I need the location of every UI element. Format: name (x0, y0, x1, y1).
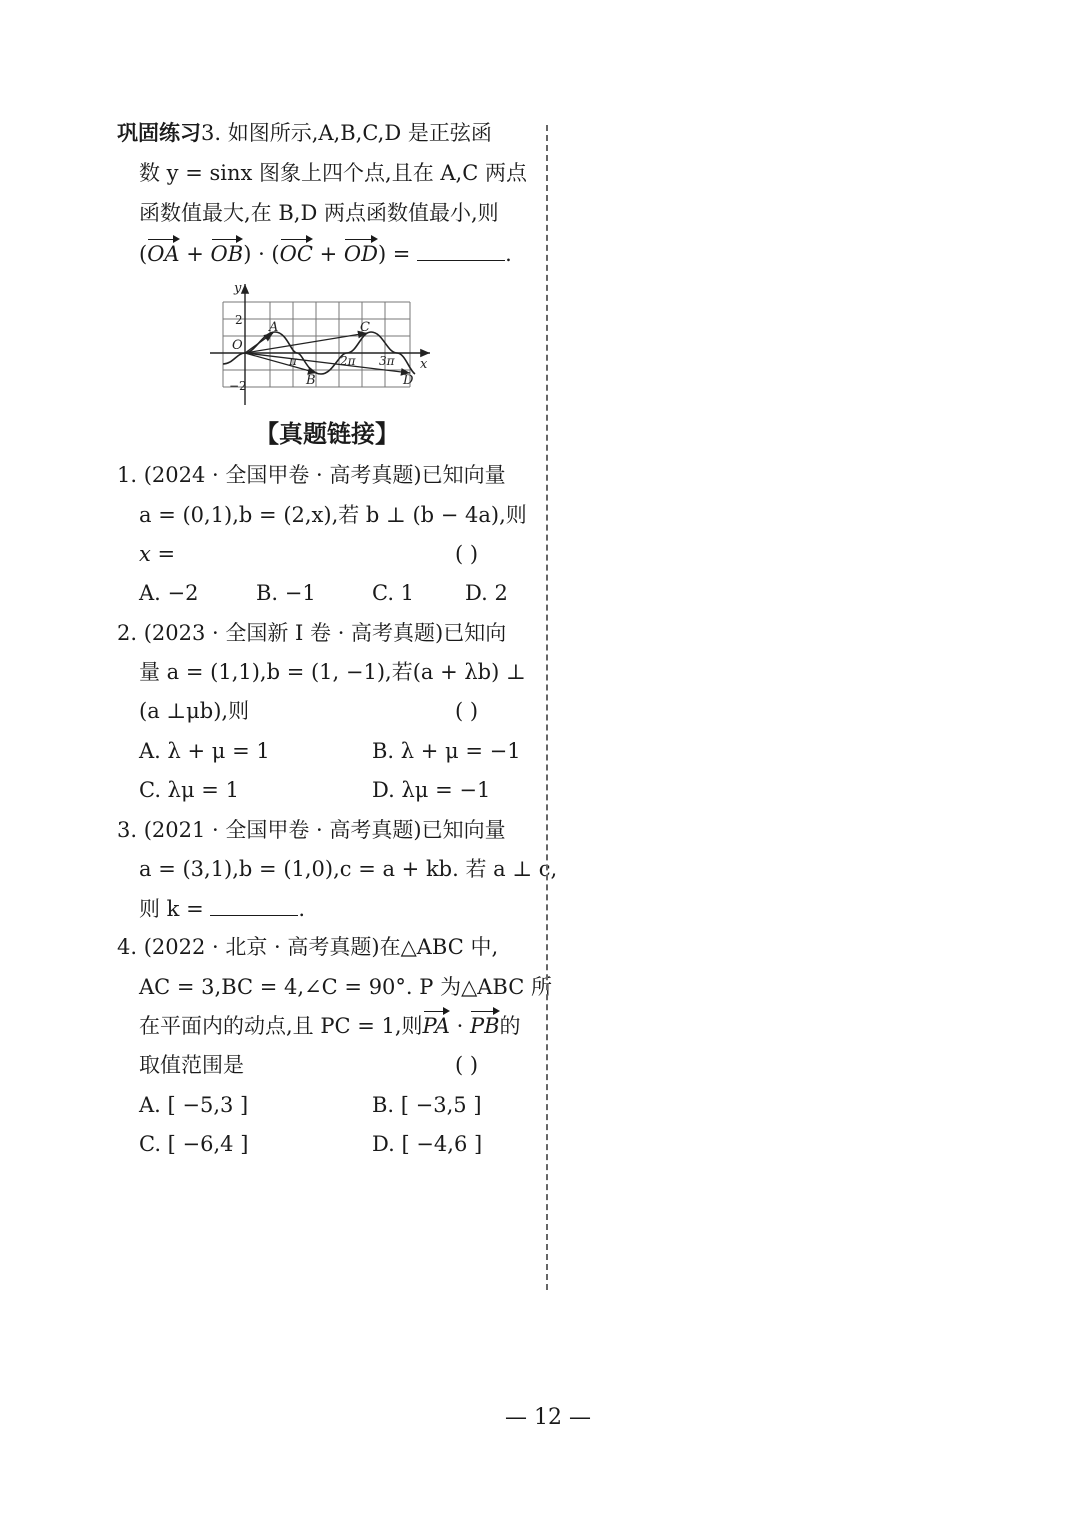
grid (223, 302, 410, 387)
tick-neg2: −2 (229, 379, 247, 393)
q4-suffix: 的 (499, 1014, 521, 1038)
q2-answer-paren: ( ) (455, 699, 479, 723)
vector-od: OD (344, 239, 378, 269)
practice-label: 巩固练习 (117, 121, 201, 145)
q4-option-c: C. [ −6,4 ] (139, 1132, 249, 1156)
q4-dot: · (449, 1014, 470, 1038)
paren-open: ( (139, 242, 148, 266)
tick-3pi: 3π (379, 354, 395, 368)
tick-pi: π (289, 354, 297, 368)
point-c-label: C (360, 320, 370, 335)
practice-line-4 (139, 238, 512, 269)
q3-line-1: 3. (2021 · 全国甲卷 · 高考真题)已知向量 (117, 818, 506, 842)
period: . (505, 242, 512, 266)
q4-line-2: AC = 3,BC = 4,∠C = 90°. P 为△ABC 所 (139, 975, 552, 999)
q4-text: 在平面内的动点,且 PC = 1,则 (139, 1014, 423, 1038)
q2-option-d: D. λμ = −1 (372, 778, 491, 802)
q1-line-1: 1. (2024 · 全国甲卷 · 高考真题)已知向量 (117, 463, 506, 487)
q2-line-3: (a ⊥μb),则 (139, 699, 250, 723)
vector-pa: PA (423, 1011, 450, 1041)
practice-line-3: 函数值最大,在 B,D 两点函数值最小,则 (139, 201, 499, 225)
point-d-label: D (403, 373, 414, 388)
equals-sign: ) = (377, 242, 418, 266)
q2-option-b: B. λ + μ = −1 (372, 739, 521, 763)
practice-line-1 (117, 118, 492, 148)
q3-period: . (298, 897, 306, 921)
q1-option-a: A. −2 (139, 581, 199, 605)
q1-option-b: B. −1 (256, 581, 316, 605)
q2-option-a: A. λ + μ = 1 (139, 739, 270, 763)
answer-blank (417, 238, 505, 261)
section-title: 【真题链接】 (255, 420, 399, 448)
q4-line-4: 取值范围是 (139, 1053, 244, 1077)
q4-line-1: 4. (2022 · 北京 · 高考真题)在△ABC 中, (117, 935, 499, 959)
tick-2pi: 2π (340, 354, 356, 368)
plus-sign-2: + (312, 242, 344, 266)
q1-option-c: C. 1 (372, 581, 415, 605)
vector-oa: OA (147, 239, 179, 269)
practice-text-1: 3. 如图所示,A,B,C,D 是正弦函 (201, 121, 492, 145)
y-axis-label: y (234, 281, 242, 296)
q1-line-3: x = (139, 542, 176, 566)
q2-option-c: C. λμ = 1 (139, 778, 239, 802)
plus-sign: + (179, 242, 211, 266)
q3-prefix: 则 k = (139, 897, 211, 921)
point-b-label: B (306, 373, 316, 388)
dot-product-sign: ) · ( (243, 242, 280, 266)
tick-2: 2 (235, 313, 243, 327)
q4-option-d: D. [ −4,6 ] (372, 1132, 483, 1156)
q3-line-3 (139, 893, 305, 924)
vector-ob: OB (211, 239, 244, 269)
point-a-label: A (269, 320, 279, 335)
origin-label: O (232, 338, 243, 353)
x-axis-label: x (420, 357, 428, 372)
q1-option-d: D. 2 (465, 581, 508, 605)
vector-pb: PB (470, 1011, 500, 1041)
q3-answer-blank (210, 893, 298, 916)
q1-answer-paren: ( ) (455, 542, 479, 566)
column-divider (546, 125, 548, 1290)
vector-oc: OC (280, 239, 313, 269)
page-number: — 12 — (505, 1405, 591, 1430)
q2-line-1: 2. (2023 · 全国新 Ⅰ 卷 · 高考真题)已知向 (117, 621, 507, 645)
q2-line-2: 量 a = (1,1),b = (1, −1),若(a + λb) ⊥ (139, 660, 526, 684)
q3-line-2: a = (3,1),b = (1,0),c = a + kb. 若 a ⊥ c, (139, 857, 558, 881)
q4-option-a: A. [ −5,3 ] (139, 1093, 249, 1117)
sine-graph (205, 280, 435, 410)
q4-answer-paren: ( ) (455, 1053, 479, 1077)
practice-line-2: 数 y = sinx 图象上四个点,且在 A,C 两点 (139, 161, 527, 185)
q1-line-2: a = (0,1),b = (2,x),若 b ⊥ (b − 4a),则 (139, 503, 527, 527)
q4-option-b: B. [ −3,5 ] (372, 1093, 482, 1117)
q4-line-3 (139, 1011, 521, 1041)
